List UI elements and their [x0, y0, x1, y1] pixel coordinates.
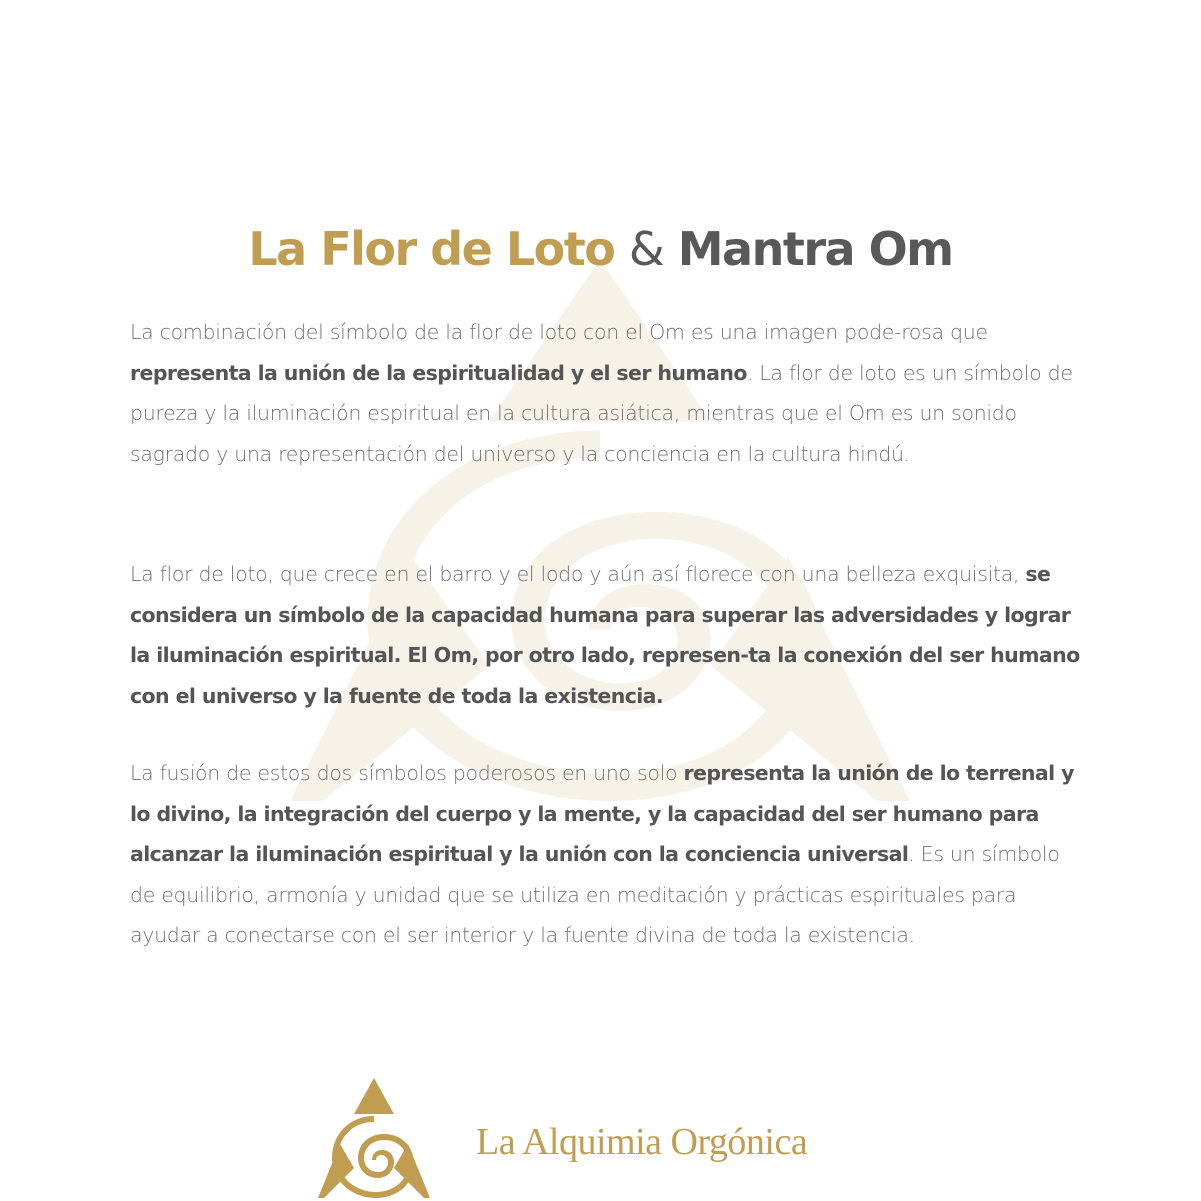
paragraph-1-text-a: La combinación del símbolo de la flor de loto con el Om es una imagen pode-rosa que — [130, 320, 988, 344]
triangle-spiral-logo-icon — [318, 1076, 430, 1200]
title-part-mantra: Mantra Om — [677, 222, 953, 276]
paragraph-3-bold: representa la unión de lo terrenal y lo divino, la integración del cuerpo y la mente, y la capacidad del ser humano para alcanzar la iluminación espiritual y la unión con la conciencia universal — [130, 761, 1074, 866]
paragraph-2-text-a: La flor de loto, que crece en el barro y el lodo y aún así florece con una belleza exquisita, — [130, 562, 1026, 586]
paragraph-2-bold: se considera un símbolo de la capacidad humana para superar las adversidades y lograr la iluminación espiritual. El Om, por otro lado, represen-ta la conexión del ser humano con el universo y la fuente de toda la existencia. — [130, 562, 1080, 708]
title-ampersand: & — [628, 222, 664, 276]
page-title — [0, 214, 1201, 284]
paragraph-1-text-b: . La flor de loto es un símbolo de pureza y la iluminación espiritual en la cultura asiática, mientras que el Om es un sonido sagrado y una representación del universo y la conciencia en la cultura hindú. — [130, 360, 1073, 466]
brand-name: La Alquimia Orgónica — [476, 1121, 808, 1163]
paragraph-2 — [130, 554, 1080, 716]
footer-brand — [318, 1076, 838, 1200]
paragraph-1 — [130, 312, 1080, 474]
paragraph-3-text-a: La fusión de estos dos símbolos poderosos en uno solo — [130, 761, 684, 785]
paragraph-3 — [130, 753, 1080, 956]
paragraph-1-bold: representa la unión de la espiritualidad y el ser humano — [130, 360, 747, 385]
title-part-lotus: La Flor de Loto — [248, 222, 615, 276]
paragraph-3-text-b: . Es un símbolo de equilibrio, armonía y unidad que se utiliza en meditación y prácticas espirituales para ayudar a conectarse con el ser interior y la fuente divina de toda la existencia. — [130, 842, 1060, 947]
